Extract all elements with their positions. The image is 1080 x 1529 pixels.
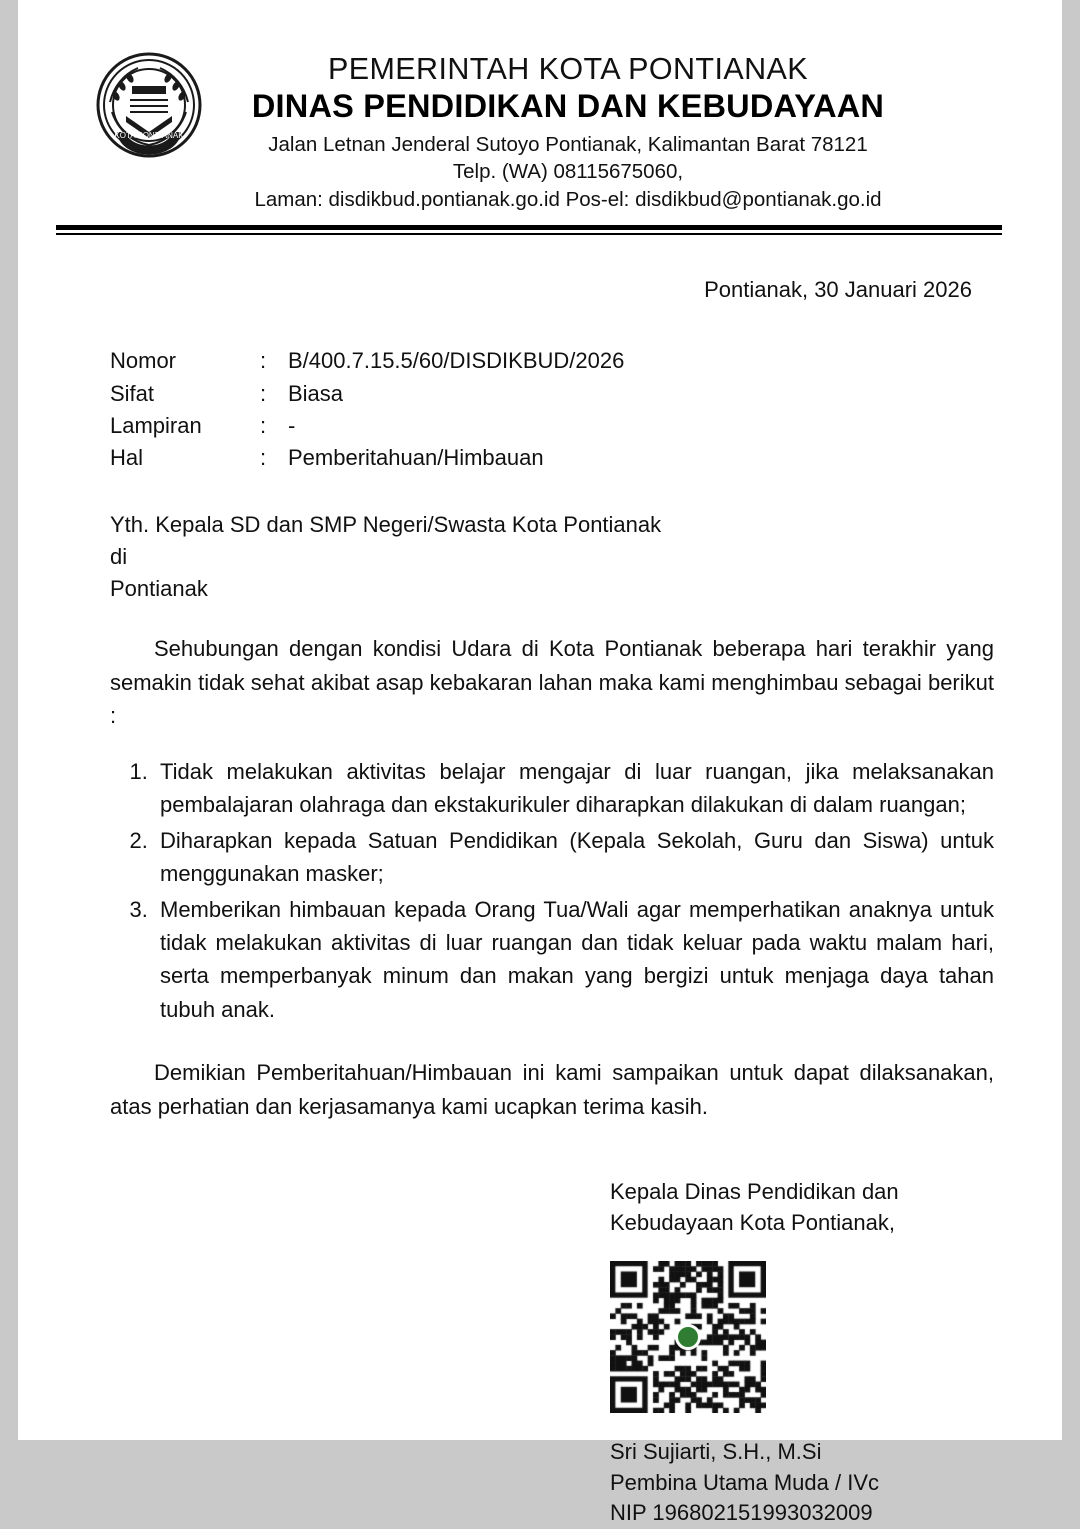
numbered-list <box>110 755 994 1027</box>
metadata-row <box>110 410 994 442</box>
document-page <box>18 0 1062 1526</box>
qr-code-block <box>110 1261 994 1413</box>
metadata-label: Hal <box>110 445 144 471</box>
emblem-caption: KOTA PONTIANAK <box>114 131 184 140</box>
city-emblem-icon <box>96 52 202 158</box>
metadata-label: Sifat <box>110 380 155 406</box>
list-item: 2. Diharapkan kepada Satuan Pendidikan (Kepala Sekolah, Guru dan Siswa) untuk menggunakan masker; <box>154 824 994 891</box>
letter-metadata <box>110 345 994 474</box>
metadata-colon: : <box>260 445 267 471</box>
qr-center-logo-icon <box>675 1324 701 1350</box>
signer-rank: Pembina Utama Muda / IVc <box>610 1469 880 1495</box>
metadata-value-sifat: Biasa <box>288 380 344 406</box>
recipient-line-2: di <box>110 543 128 569</box>
metadata-value-hal: Pemberitahuan/Himbauan <box>288 445 544 471</box>
list-item: 3. Memberikan himbauan kepada Orang Tua/Wali agar memperhatikan anaknya untuk tidak melakukan aktivitas di luar ruangan dan tidak keluar pada waktu malam hari, serta memperbanyak minum dan makan yang bergizi untuk menjaga daya tahan tubuh anak. <box>154 893 994 1027</box>
office-web-email: Laman: disdikbud.pontianak.go.id Pos-el: disdikbud@pontianak.go.id <box>254 187 882 211</box>
metadata-colon: : <box>260 348 267 374</box>
metadata-colon: : <box>260 380 267 406</box>
metadata-value-nomor: B/400.7.15.5/60/DISDIKBUD/2026 <box>288 348 625 374</box>
metadata-label: Lampiran <box>110 413 202 439</box>
signature-title-line-2: Kebudayaan Kota Pontianak, <box>610 1209 896 1235</box>
signer-block <box>110 1437 994 1529</box>
closing-paragraph: Demikian Pemberitahuan/Himbauan ini kami sampaikan untuk dapat dilaksanakan, atas perhatian dan kerjasamanya kami ucapkan terima kasih. <box>110 1060 994 1119</box>
recipient-line-1: Yth. Kepala SD dan SMP Negeri/Swasta Kota Pontianak <box>110 511 662 537</box>
recipient-line-3: Pontianak <box>110 575 208 601</box>
metadata-label: Nomor <box>110 348 177 374</box>
qr-code-icon <box>610 1261 766 1413</box>
metadata-row <box>110 442 994 474</box>
opening-paragraph: Sehubungan dengan kondisi Udara di Kota Pontianak beberapa hari terakhir yang semakin tidak sehat akibat asap kebakaran lahan maka kami menghimbau sebagai berikut : <box>110 636 994 729</box>
department-title: DINAS PENDIDIKAN DAN KEBUDAYAAN <box>251 88 885 125</box>
government-title: PEMERINTAH KOTA PONTIANAK <box>328 52 808 86</box>
metadata-value-lampiran: - <box>288 413 296 439</box>
metadata-row <box>110 345 994 377</box>
signer-name: Sri Sujiarti, S.H., M.Si <box>610 1438 822 1464</box>
divider-thin-line <box>56 233 1002 235</box>
office-address: Jalan Letnan Jenderal Sutoyo Pontianak, Kalimantan Barat 78121 <box>268 132 868 156</box>
recipient-block <box>110 509 994 605</box>
signature-title-line-1: Kepala Dinas Pendidikan dan <box>610 1179 899 1205</box>
signature-title <box>110 1177 994 1239</box>
letterhead-divider <box>56 225 1002 235</box>
divider-thick-line <box>56 225 1002 230</box>
office-phone: Telp. (WA) 08115675060, <box>452 160 684 184</box>
list-item: 1. Tidak melakukan aktivitas belajar mengajar di luar ruangan, jika melaksanakan pembalajaran olahraga dan ekstakurikuler diharapkan dilakukan di dalam ruangan; <box>154 755 994 822</box>
metadata-row <box>110 378 994 410</box>
place-and-date: Pontianak, 30 Januari 2026 <box>704 277 972 303</box>
signer-nip: NIP 196802151993032009 <box>610 1500 873 1526</box>
letter-body <box>18 277 1062 1529</box>
metadata-colon: : <box>260 413 267 439</box>
letterhead <box>18 0 1062 213</box>
